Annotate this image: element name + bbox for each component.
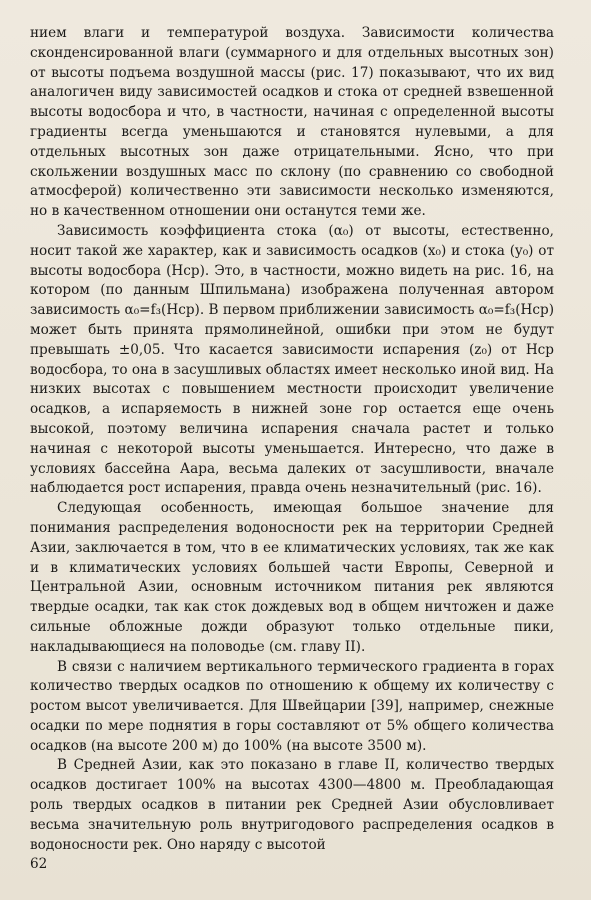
paragraph-solid-precipitation: Следующая особенность, имеющая большое значение для понимания распределения водоносности рек на территории Средней Азии, заключается в том, что в ее климатических условиях, так же как и в климатических условиях большей части Европы, Северной и Центральной Азии, основным источником питания рек являются твердые осадки, так как сток дождевых вод в общем ничтожен и даже сильные обложные дожди образуют только отдельные пики, накладывающиеся на половодье (см. главу II). <box>30 500 554 655</box>
text-column <box>30 24 554 855</box>
paragraph-central-asia: В Средней Азии, как это показано в главе II, количество твердых осадков достигает 100% на высотах 4300—4800 м. Преобладающая роль твердых осадков в питании рек Средней Азии обусловливает весьма значительную роль внутригодового распределения осадков в водоносности рек. Оно наряду с высотой <box>30 757 554 853</box>
paragraph-continuation: нием влаги и температурой воздуха. Зависимости количества сконденсированной влаги (суммарного и для отдельных высотных зон) от высоты подъема воздушной массы (рис. 17) показывают, что их вид аналогичен виду зависимостей осадков и стока от средней взвешенной высоты водосбора и что, в частности, начиная с определенной высоты градиенты всегда уменьшаются и становятся нулевыми, а для отдельных высотных зон даже отрицательными. Ясно, что при скольжении воздушных масс по склону (по сравнению со свободной атмосферой) количественно эти зависимости несколько изменяются, но в качественном отношении они останутся теми же. <box>30 25 554 220</box>
paragraph-thermal-gradient: В связи с наличием вертикального термического градиента в горах количество твердых осадков по отношению к общему их количеству с ростом высот увеличивается. Для Швейцарии [39], например, снежные осадки по мере поднятия в горы составляют от 5% общего количества осадков (на высоте 200 м) до 100% (на высоте 3500 м). <box>30 658 554 754</box>
page-number: 62 <box>30 856 48 872</box>
paragraph-runoff-coefficient: Зависимость коэффициента стока (α₀) от высоты, естественно, носит такой же характер, как и зависимость осадков (x₀) и стока (y₀) от высоты водосбора (Hср). Это, в частности, можно видеть на рис. 16, на котором (по данным Шпильмана) изображена полученная автором зависимость α₀=f₃(Hср). В первом приближении зависимость α₀=f₃(Hср) может быть принята прямолинейной, ошибки при этом не будут превышать ±0,05. Что касается зависимости испарения (z₀) от Hср водосбора, то она в засушливых областях имеет несколько иной вид. На низких высотах с повышением местности происходит увеличение осадков, а испаряемость в нижней зоне гор остается еще очень высокой, поэтому величина испарения сначала растет и только начиная с некоторой высоты уменьшается. Интересно, что даже в условиях бассейна Аара, весьма далеких от засушливости, вначале наблюдается рост испарения, правда очень незначительный (рис. 16). <box>30 222 554 497</box>
